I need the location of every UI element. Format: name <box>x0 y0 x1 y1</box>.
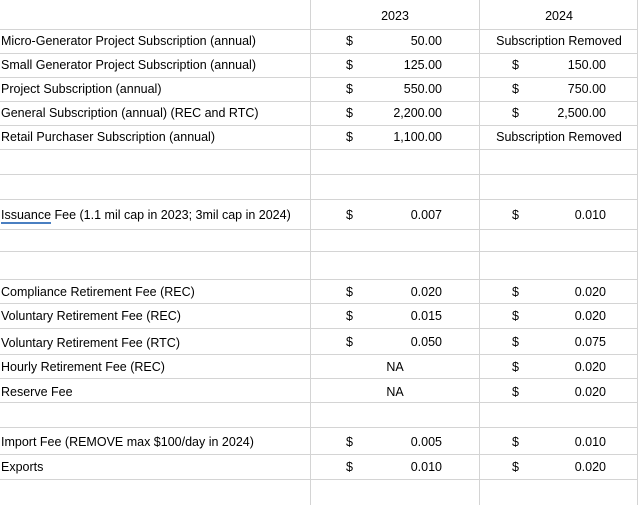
row-label: Voluntary Retirement Fee (RTC) <box>1 336 180 350</box>
value-2024: 0.020 <box>574 385 606 399</box>
value-2024: 2,500.00 <box>557 106 606 120</box>
value-2023: 0.015 <box>410 309 442 323</box>
table-row[interactable] <box>0 102 638 126</box>
currency-symbol: $ <box>346 208 353 222</box>
currency-symbol: $ <box>512 82 519 96</box>
table-row[interactable] <box>0 428 638 455</box>
empty-row[interactable] <box>0 150 638 175</box>
value-2023: 0.005 <box>410 435 442 449</box>
row-label: Compliance Retirement Fee (REC) <box>1 285 195 299</box>
value-2023: 50.00 <box>410 34 442 48</box>
row-label: Voluntary Retirement Fee (REC) <box>1 309 181 323</box>
currency-symbol: $ <box>346 106 353 120</box>
table-row[interactable] <box>0 30 638 54</box>
value-2023: 0.007 <box>410 208 442 222</box>
currency-symbol: $ <box>512 435 519 449</box>
currency-symbol: $ <box>512 309 519 323</box>
currency-symbol: $ <box>512 360 519 374</box>
currency-symbol: $ <box>346 285 353 299</box>
value-2024: 0.020 <box>574 285 606 299</box>
value-2023: 0.020 <box>410 285 442 299</box>
row-label: Project Subscription (annual) <box>1 82 162 96</box>
value-2024: 150.00 <box>567 58 606 72</box>
row-label: Hourly Retirement Fee (REC) <box>1 360 165 374</box>
table-row[interactable] <box>0 200 638 230</box>
table-row[interactable] <box>0 329 638 355</box>
issuance-word: Issuance <box>1 208 52 222</box>
row-label: Exports <box>1 460 44 474</box>
value-2024: 0.010 <box>574 208 606 222</box>
row-label: Import Fee (REMOVE max $100/day in 2024) <box>1 435 254 449</box>
value-2023: 0.010 <box>410 460 442 474</box>
row-label: General Subscription (annual) (REC and RTC) <box>1 106 259 120</box>
table-row[interactable] <box>0 379 638 403</box>
value-2024: 0.020 <box>574 309 606 323</box>
value-2024: 750.00 <box>567 82 606 96</box>
value-2024: 0.010 <box>574 435 606 449</box>
currency-symbol: $ <box>346 130 353 144</box>
table-row[interactable] <box>0 455 638 480</box>
currency-symbol: $ <box>512 208 519 222</box>
status-2024: Subscription Removed <box>496 130 622 144</box>
currency-symbol: $ <box>512 106 519 120</box>
table-row[interactable] <box>0 304 638 329</box>
empty-row[interactable] <box>0 175 638 200</box>
currency-symbol: $ <box>346 309 353 323</box>
empty-row[interactable] <box>0 480 638 505</box>
currency-symbol: $ <box>512 285 519 299</box>
value-2024: 0.020 <box>574 360 606 374</box>
empty-row[interactable] <box>0 252 638 280</box>
value-2024: 0.075 <box>574 335 606 349</box>
row-label: Micro-Generator Project Subscription (annual) <box>1 34 256 48</box>
value-2023-na: NA <box>386 385 404 399</box>
currency-symbol: $ <box>346 460 353 474</box>
table-row[interactable] <box>0 355 638 379</box>
table-row[interactable] <box>0 280 638 304</box>
empty-row[interactable] <box>0 403 638 428</box>
empty-row[interactable] <box>0 230 638 252</box>
value-2024: 0.020 <box>574 460 606 474</box>
currency-symbol: $ <box>346 58 353 72</box>
year-2023-header[interactable]: 2023 <box>381 9 409 23</box>
row-label: Small Generator Project Subscription (annual) <box>1 58 256 72</box>
value-2023: 2,200.00 <box>393 106 442 120</box>
table-row[interactable] <box>0 126 638 150</box>
status-2024: Subscription Removed <box>496 34 622 48</box>
table-row[interactable] <box>0 78 638 102</box>
currency-symbol: $ <box>346 82 353 96</box>
issuance-label-rest: Fee (1.1 mil cap in 2023; 3mil cap in 2024) <box>51 208 291 222</box>
currency-symbol: $ <box>512 335 519 349</box>
currency-symbol: $ <box>346 435 353 449</box>
row-label: Reserve Fee <box>1 385 73 399</box>
currency-symbol: $ <box>512 385 519 399</box>
row-label: Retail Purchaser Subscription (annual) <box>1 130 215 144</box>
value-2023-na: NA <box>386 360 404 374</box>
currency-symbol: $ <box>512 58 519 72</box>
currency-symbol: $ <box>512 460 519 474</box>
value-2023: 125.00 <box>403 58 442 72</box>
header-row <box>0 0 638 30</box>
row-label <box>1 208 291 222</box>
currency-symbol: $ <box>346 34 353 48</box>
currency-symbol: $ <box>346 335 353 349</box>
value-2023: 0.050 <box>410 335 442 349</box>
value-2023: 550.00 <box>403 82 442 96</box>
value-2023: 1,100.00 <box>393 130 442 144</box>
table-row[interactable] <box>0 54 638 78</box>
year-2024-header[interactable]: 2024 <box>545 9 573 23</box>
